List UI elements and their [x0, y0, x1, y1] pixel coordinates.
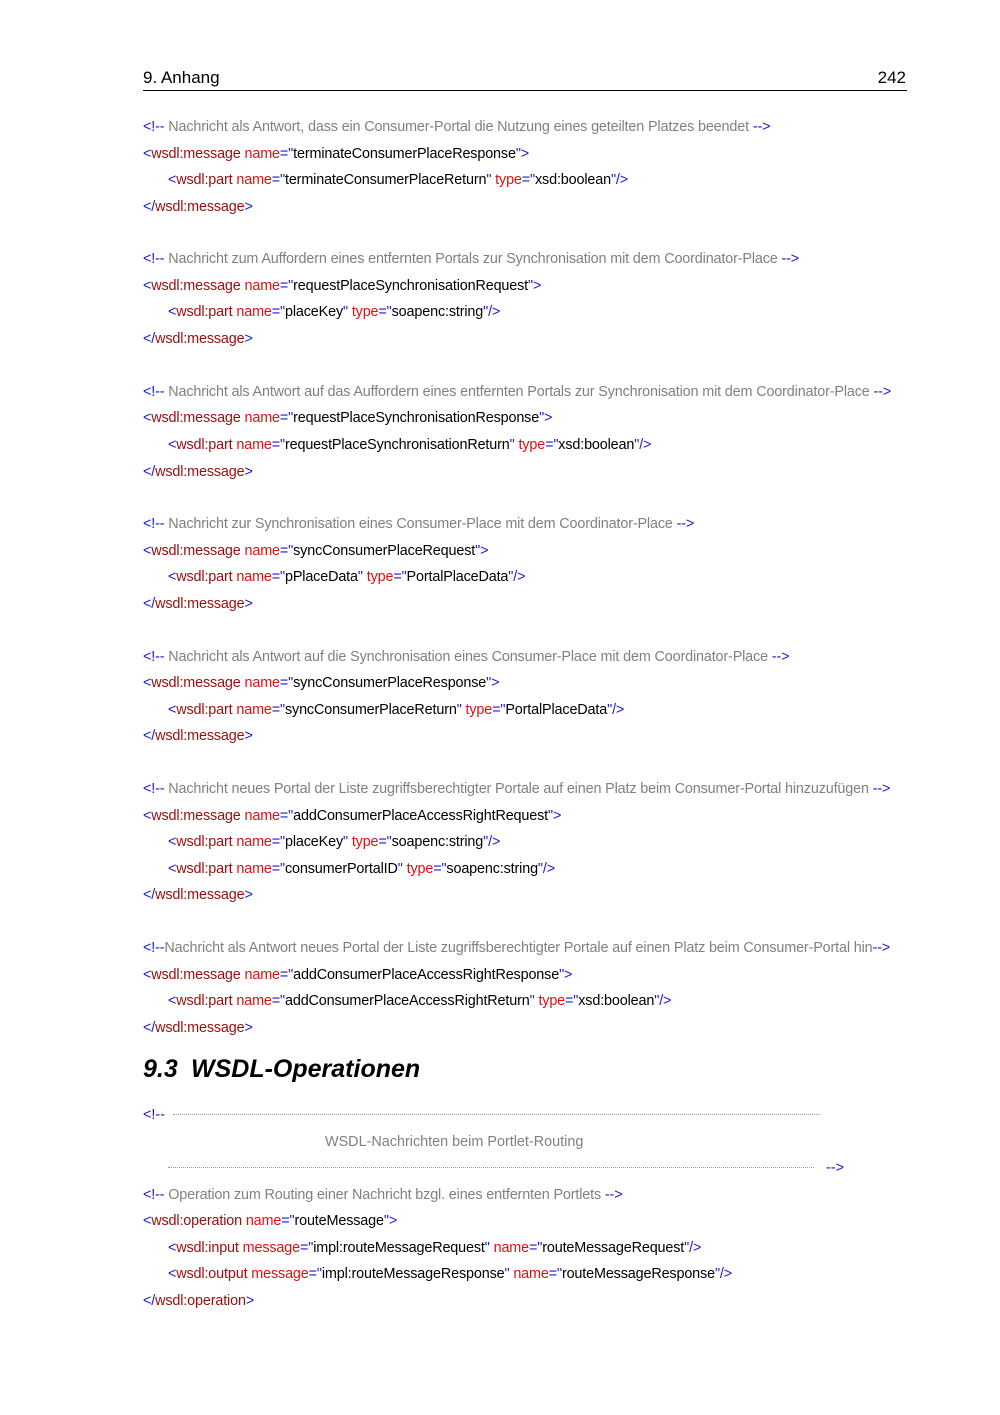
- part-tag: <wsdl:part name="requestPlaceSynchronisationReturn" type="xsd:boolean"/>: [168, 437, 652, 453]
- chapter-title: 9. Anhang: [143, 68, 220, 87]
- banner-comment-end: -->: [168, 1157, 844, 1179]
- part-tag: <wsdl:part name="placeKey" type="soapenc:string"/>: [168, 304, 501, 320]
- banner-comment-start: <!--: [143, 1104, 819, 1126]
- message-open-tag: <wsdl:message name="terminateConsumerPlaceResponse">: [143, 146, 530, 162]
- input-tag: <wsdl:input message="impl:routeMessageRequest" name="routeMessageRequest"/>: [168, 1240, 702, 1256]
- message-close-tag: </wsdl:message>: [143, 199, 253, 215]
- operation-close-tag: </wsdl:operation>: [143, 1293, 255, 1309]
- operation-open-tag: <wsdl:operation name="routeMessage">: [143, 1213, 398, 1229]
- part-tag: <wsdl:part name="placeKey" type="soapenc:string"/>: [168, 834, 501, 850]
- part-tag: <wsdl:part name="syncConsumerPlaceReturn" type="PortalPlaceData"/>: [168, 702, 625, 718]
- xml-comment: <!-- Nachricht neues Portal der Liste zugriffsberechtigter Portale auf einen Platz beim Consumer-Portal hinzuzufügen -->: [143, 781, 891, 797]
- message-open-tag: <wsdl:message name="requestPlaceSynchronisationRequest">: [143, 278, 542, 294]
- output-tag: <wsdl:output message="impl:routeMessageResponse" name="routeMessageResponse"/>: [168, 1266, 732, 1282]
- message-close-tag: </wsdl:message>: [143, 331, 253, 347]
- message-open-tag: <wsdl:message name="syncConsumerPlaceResponse">: [143, 675, 500, 691]
- message-close-tag: </wsdl:message>: [143, 596, 253, 612]
- message-open-tag: <wsdl:message name="requestPlaceSynchronisationResponse">: [143, 410, 553, 426]
- section-number: 9.3: [143, 1055, 178, 1083]
- section-title: WSDL-Operationen: [191, 1055, 421, 1083]
- xml-comment: <!--Nachricht als Antwort neues Portal der Liste zugriffsberechtigter Portale auf einen Platz beim Consumer-Portal hin-->: [143, 940, 891, 956]
- part-tag: <wsdl:part name="pPlaceData" type="PortalPlaceData"/>: [168, 569, 526, 585]
- xml-comment: <!-- Nachricht als Antwort auf das Auffordern eines entfernten Portals zur Synchronisation mit dem Coordinator-Place -->: [143, 384, 892, 400]
- message-open-tag: <wsdl:message name="addConsumerPlaceAccessRightRequest">: [143, 808, 562, 824]
- xml-comment: <!-- Nachricht zur Synchronisation eines Consumer-Place mit dem Coordinator-Place -->: [143, 516, 695, 532]
- banner-title: WSDL-Nachrichten beim Portlet-Routing: [325, 1134, 584, 1150]
- page-header: [143, 66, 907, 91]
- message-close-tag: </wsdl:message>: [143, 728, 253, 744]
- xml-comment: <!-- Nachricht zum Auffordern eines entfernten Portals zur Synchronisation mit dem Coordinator-Place -->: [143, 251, 800, 267]
- message-close-tag: </wsdl:message>: [143, 887, 253, 903]
- part-tag: <wsdl:part name="consumerPortalID" type="soapenc:string"/>: [168, 861, 555, 877]
- message-close-tag: </wsdl:message>: [143, 1020, 253, 1036]
- part-tag: <wsdl:part name="terminateConsumerPlaceReturn" type="xsd:boolean"/>: [168, 172, 629, 188]
- message-open-tag: <wsdl:message name="addConsumerPlaceAccessRightResponse">: [143, 967, 573, 983]
- xml-comment: <!-- Nachricht als Antwort auf die Synchronisation eines Consumer-Place mit dem Coordinator-Place -->: [143, 649, 790, 665]
- xml-comment: <!-- Nachricht als Antwort, dass ein Consumer-Portal die Nutzung eines geteilten Platzes beendet -->: [143, 119, 771, 135]
- message-close-tag: </wsdl:message>: [143, 464, 253, 480]
- xml-comment: <!-- Operation zum Routing einer Nachricht bzgl. eines entfernten Portlets -->: [143, 1187, 623, 1203]
- part-tag: <wsdl:part name="addConsumerPlaceAccessRightReturn" type="xsd:boolean"/>: [168, 993, 672, 1009]
- dashed-rule: [173, 1114, 819, 1115]
- message-open-tag: <wsdl:message name="syncConsumerPlaceRequest">: [143, 543, 489, 559]
- dashed-rule: [168, 1167, 814, 1168]
- page-number: 242: [877, 68, 906, 87]
- section-heading: [143, 1052, 420, 1086]
